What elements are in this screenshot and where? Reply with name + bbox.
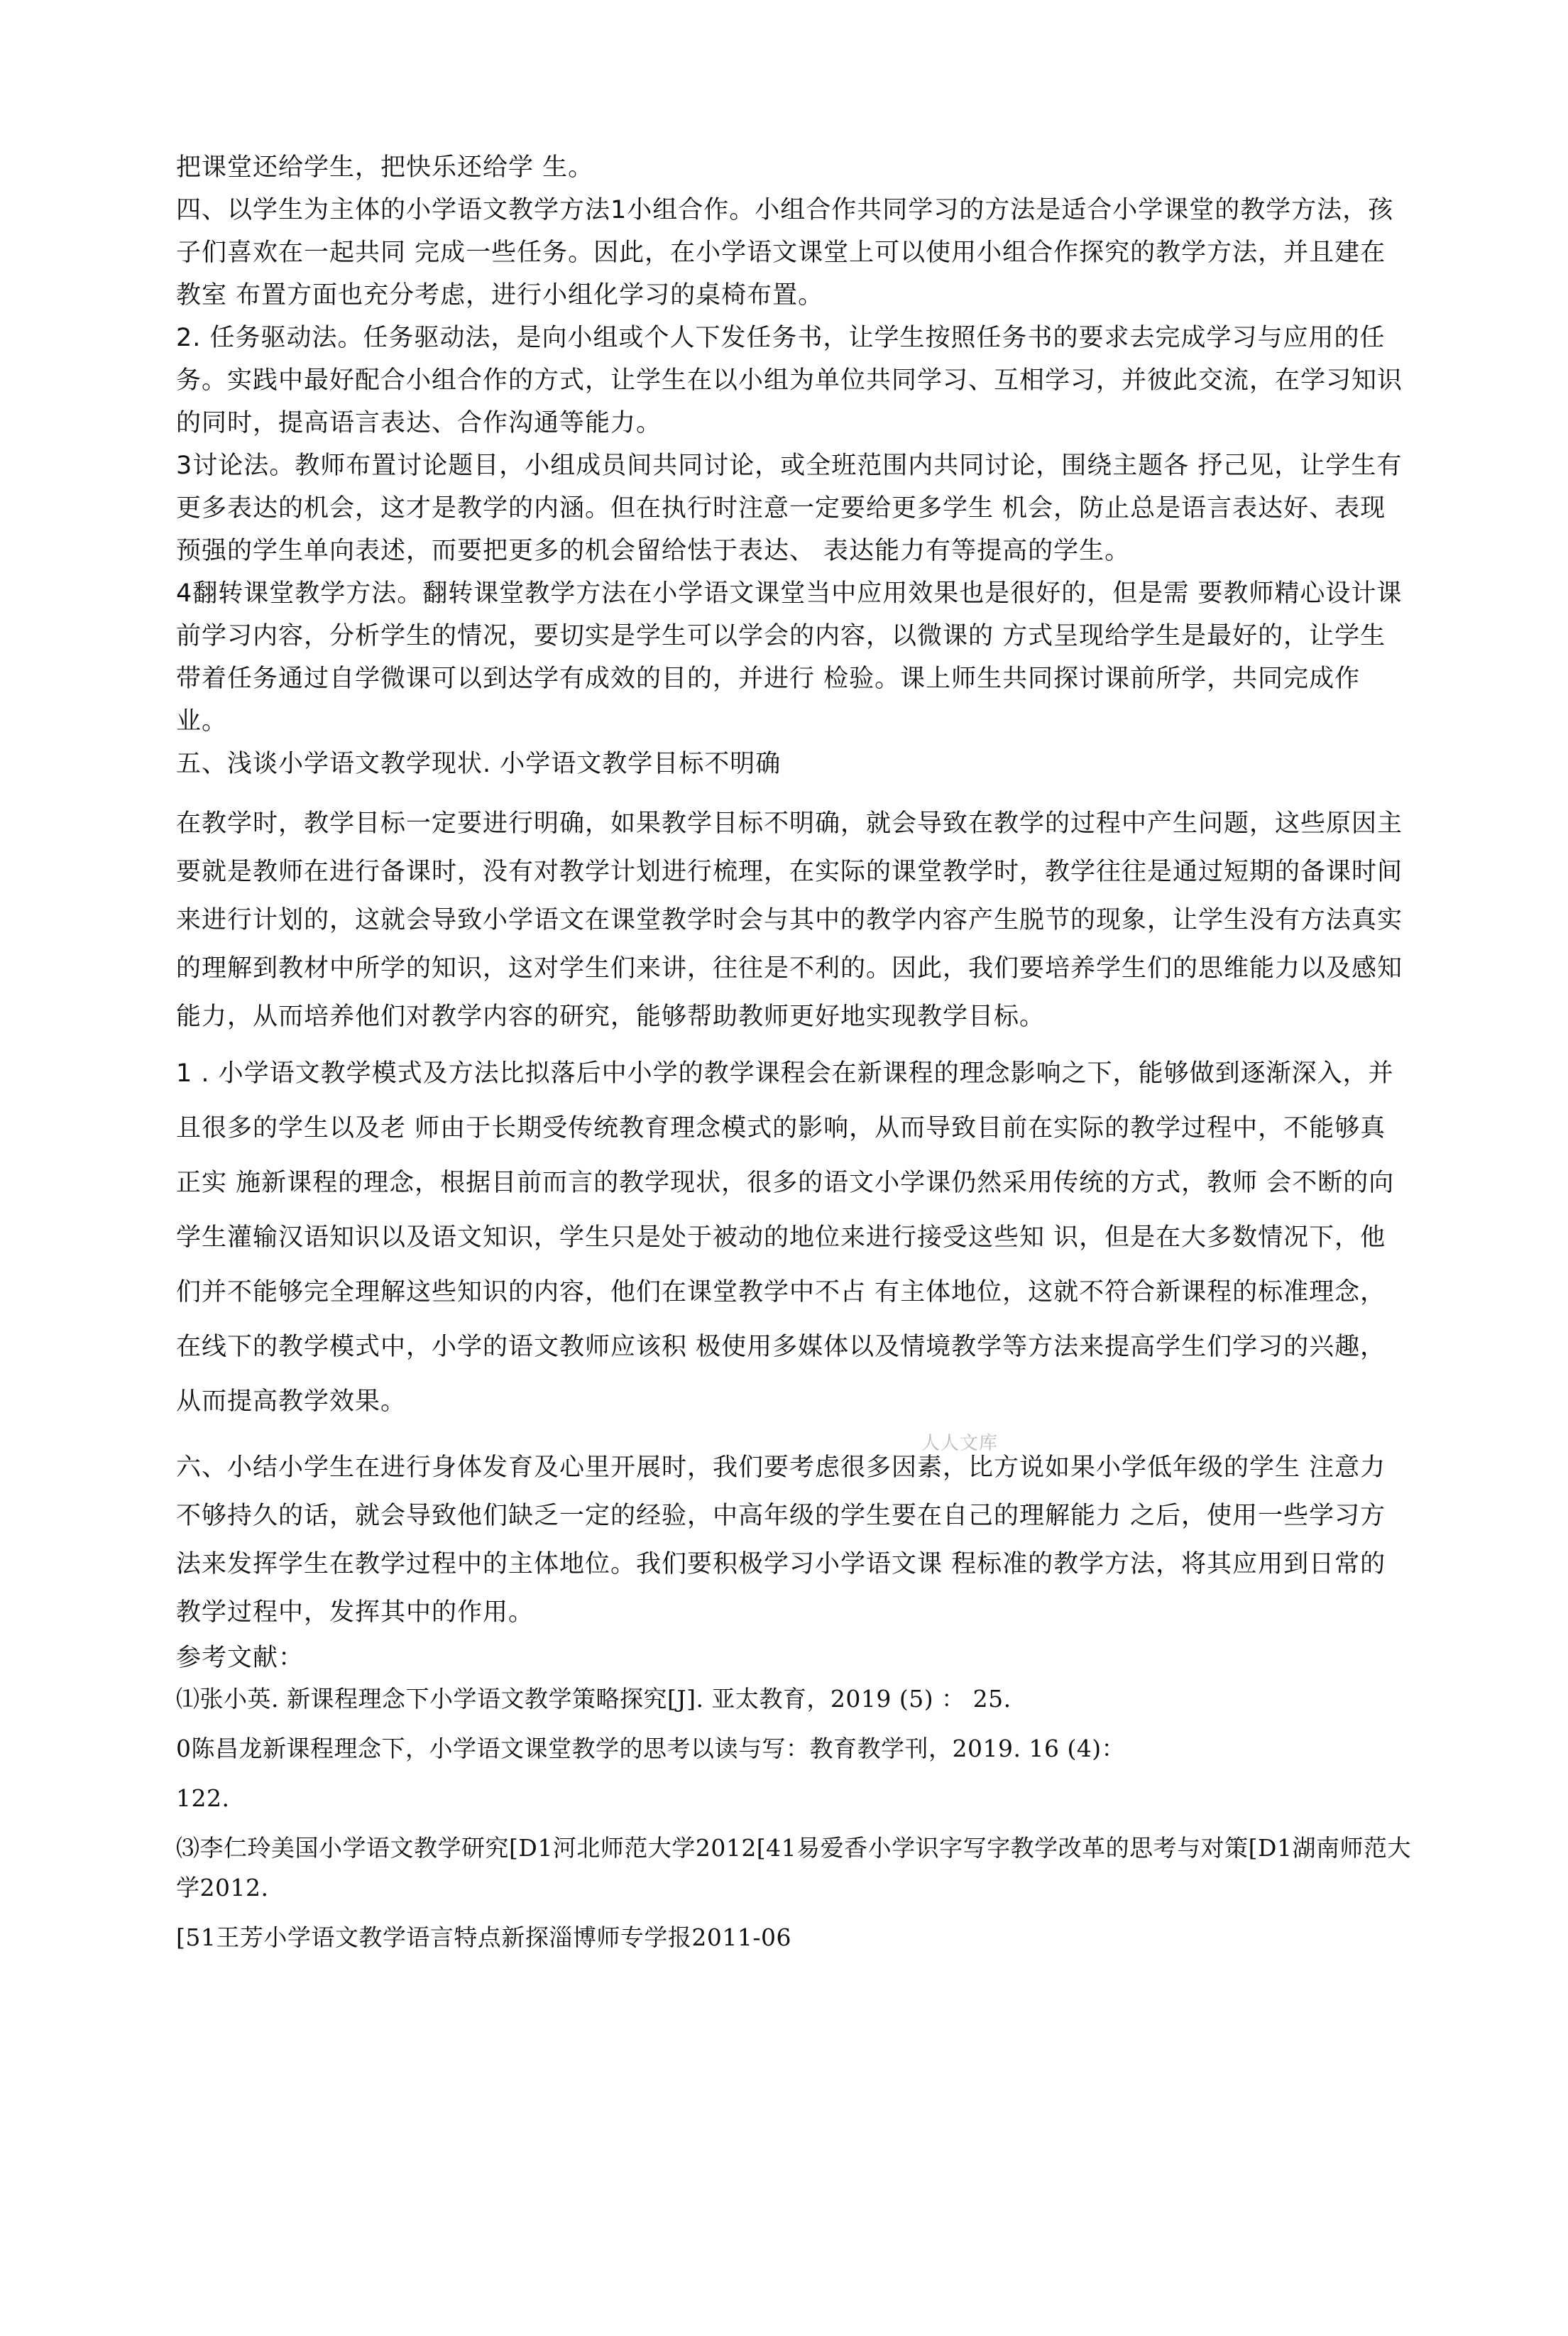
paragraph-teaching-goals: 在教学时，教学目标一定要进行明确，如果教学目标不明确，就会导致在教学的过程中产生问题，这些原因主要就是教师在进行备课时，没有对教学计划进行梳理，在实际的课堂教学时，教学往往是通过短期的备课时间来进行计划的，这就会导致小学语文在课堂教学时会与其中的教学内容产生脱节的现象，让学生没有方法真实的理解到教材中所学的知识，这对学生们来讲，往往是不利的。因此，我们要培养学生们的思维能力以及感知能力，从而培养他们对教学内容的研究，能够帮助教师更好地实现教学目标。 (176, 809, 1403, 1031)
paragraph-summary: 六、小结小学生在进行身体发育及心里开展时，我们要考虑很多因素，比方说如果小学低年级的学生 注意力不够持久的话，就会导致他们缺乏一定的经验，中高年级的学生要在自己的理解能力 之后，使用一些学习方法来发挥学生在教学过程中的主体地位。我们要积极学习小学语文课 程标准的教学方法，将其应用到日常的教学过程中，发挥其中的作用。 (176, 1453, 1386, 1627)
paragraph-discussion: 3讨论法。教师布置讨论题目，小组成员间共同讨论，或全班范围内共同讨论，围绕主题各 抒己见，让学生有更多表达的机会，这才是教学的内涵。但在执行时注意一定要给更多学生 机会，防止总是语言表达好、表现预强的学生单向表述，而要把更多的机会留给怯于表达、 表达能力有等提高的学生。 (176, 452, 1403, 565)
reference-item: 122. (176, 1784, 230, 1812)
section-five-heading: 五、浅谈小学语文教学现状. 小学语文教学目标不明确 (176, 750, 782, 778)
reference-item: 0陈昌龙新课程理念下，小学语文课堂教学的思考以读与写：教育教学刊，2019. 16 (4)： (176, 1735, 1126, 1762)
paragraph-flipped-classroom: 4翻转课堂教学方法。翻转课堂教学方法在小学语文课堂当中应用效果也是很好的，但是需 要教师精心设计课前学习内容，分析学生的情况，要切实是学生可以学会的内容，以微课的 方式呈现给学生是最好的，让学生带着任务通过自学微课可以到达学有成效的目的，并进行 检验。课上师生共同探讨课前所学，共同完成作业。 (176, 579, 1403, 736)
document-page (176, 146, 1411, 1958)
paragraph-section-four: 四、以学生为主体的小学语文教学方法1小组合作。小组合作共同学习的方法是适合小学课堂的教学方法，孩子们喜欢在一起共同 完成一些任务。因此，在小学语文课堂上可以使用小组合作探究的教学方法，并且建在教室 布置方面也充分考虑，进行小组化学习的桌椅布置。 (176, 196, 1394, 310)
watermark-text: 人人文库 (921, 1433, 999, 1454)
reference-item: ⑶李仁玲美国小学语文教学研究[D1河北师范大学2012[41易爱香小学识字写字教学改革的思考与对策[D1湖南师范大学2012. (176, 1834, 1412, 1901)
reference-item: ⑴张小英. 新课程理念下小学语文教学策略探究[J]. 亚太教育，2019 (5) ： 25. (176, 1685, 1011, 1713)
paragraph-teaching-model: 1 . 小学语文教学模式及方法比拟落后中小学的教学课程会在新课程的理念影响之下，能够做到逐渐深入，并且很多的学生以及老 师由于长期受传统教育理念模式的影响，从而导致目前在实际的教学过程中，不能够真正实 施新课程的理念，根据目前而言的教学现状，很多的语文小学课仍然采用传统的方式，教师 会不断的向学生灌输汉语知识以及语文知识，学生只是处于被动的地位来进行接受这些知 识，但是在大多数情况下，他们并不能够完全理解这些知识的内容，他们在课堂教学中不占 有主体地位，这就不符合新课程的标准理念，在线下的教学模式中，小学的语文教师应该积 极使用多媒体以及情境教学等方法来提高学生们学习的兴趣，从而提高教学效果。 (176, 1059, 1395, 1416)
reference-item: [51王芳小学语文教学语言特点新探淄博师专学报2011-06 (176, 1923, 791, 1951)
paragraph-closing-line: 把课堂还给学生，把快乐还给学 生。 (176, 153, 594, 182)
paragraph-task-driven: 2. 任务驱动法。任务驱动法，是向小组或个人下发任务书，让学生按照任务书的要求去完成学习与应用的任务。实践中最好配合小组合作的方式，让学生在以小组为单位共同学习、互相学习，并彼此交流，在学习知识的同时，提高语言表达、合作沟通等能力。 (176, 324, 1403, 437)
references-heading: 参考文献： (176, 1644, 305, 1672)
